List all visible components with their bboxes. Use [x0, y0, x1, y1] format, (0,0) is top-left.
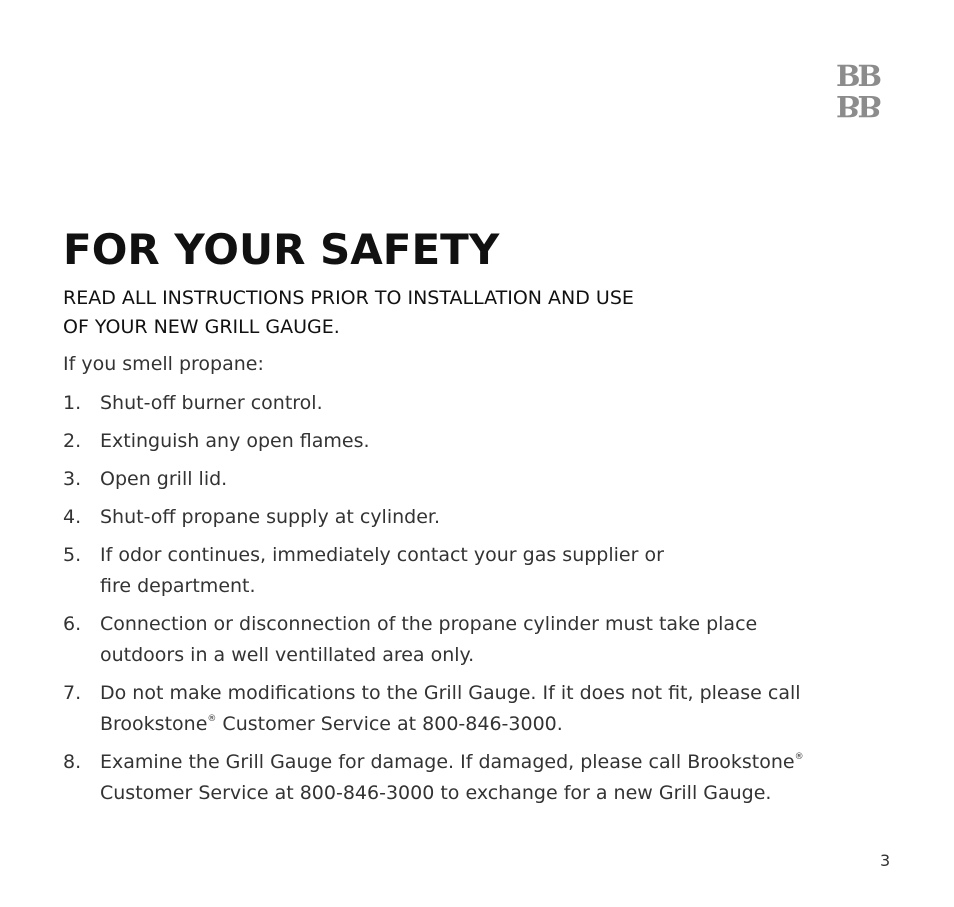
safety-step [63, 426, 883, 457]
brookstone-logo [836, 59, 892, 123]
safety-step [63, 502, 883, 533]
safety-step [63, 747, 883, 809]
step-number: 4. [63, 506, 82, 528]
step-number: 3. [63, 468, 82, 490]
instructions-heading [63, 284, 634, 342]
step-text-continued: Customer Service at 800-846-3000. [216, 713, 563, 735]
step-text: Customer Service at 800-846-3000 to exchange for a new Grill Gauge. [100, 782, 772, 804]
step-text: Do not make modifications to the Grill Gauge. If it does not fit, please call [100, 682, 801, 704]
step-number: 2. [63, 430, 82, 452]
step-text-start: Examine the Grill Gauge for damage. If damaged, please call Brookstone [100, 751, 795, 773]
instructions-heading-line-1: READ ALL INSTRUCTIONS PRIOR TO INSTALLATION AND USE [63, 287, 634, 309]
safety-step [63, 540, 883, 602]
registered-mark: ® [207, 714, 217, 724]
step-number: 6. [63, 613, 82, 635]
safety-step [63, 678, 883, 740]
page-title: FOR YOUR SAFETY [63, 225, 500, 274]
step-text: outdoors in a well ventillated area only. [100, 644, 475, 666]
step-number: 5. [63, 544, 82, 566]
logo-letters-bottom: BB [836, 89, 880, 123]
page-number: 3 [880, 851, 891, 870]
step-text: Connection or disconnection of the propane cylinder must take place [100, 613, 758, 635]
logo-letters-top: BB [836, 59, 880, 93]
step-number: 8. [63, 751, 82, 773]
safety-step [63, 609, 883, 671]
brand-name: Brookstone [100, 713, 208, 735]
instructions-heading-line-2: OF YOUR NEW GRILL GAUGE. [63, 316, 340, 338]
step-text [100, 709, 883, 740]
step-number: 1. [63, 392, 82, 414]
step-text: If odor continues, immediately contact your gas supplier or [100, 544, 664, 566]
safety-steps-list [63, 388, 883, 816]
step-number: 7. [63, 682, 82, 704]
step-text: fire department. [100, 575, 256, 597]
registered-mark: ® [794, 752, 804, 762]
safety-step [63, 388, 883, 419]
step-text [100, 747, 883, 778]
step-text: Extinguish any open flames. [100, 430, 370, 452]
intro-text: If you smell propane: [63, 353, 264, 375]
safety-step [63, 464, 883, 495]
step-text: Open grill lid. [100, 468, 228, 490]
step-text: Shut-off burner control. [100, 392, 323, 414]
step-text: Shut-off propane supply at cylinder. [100, 506, 441, 528]
